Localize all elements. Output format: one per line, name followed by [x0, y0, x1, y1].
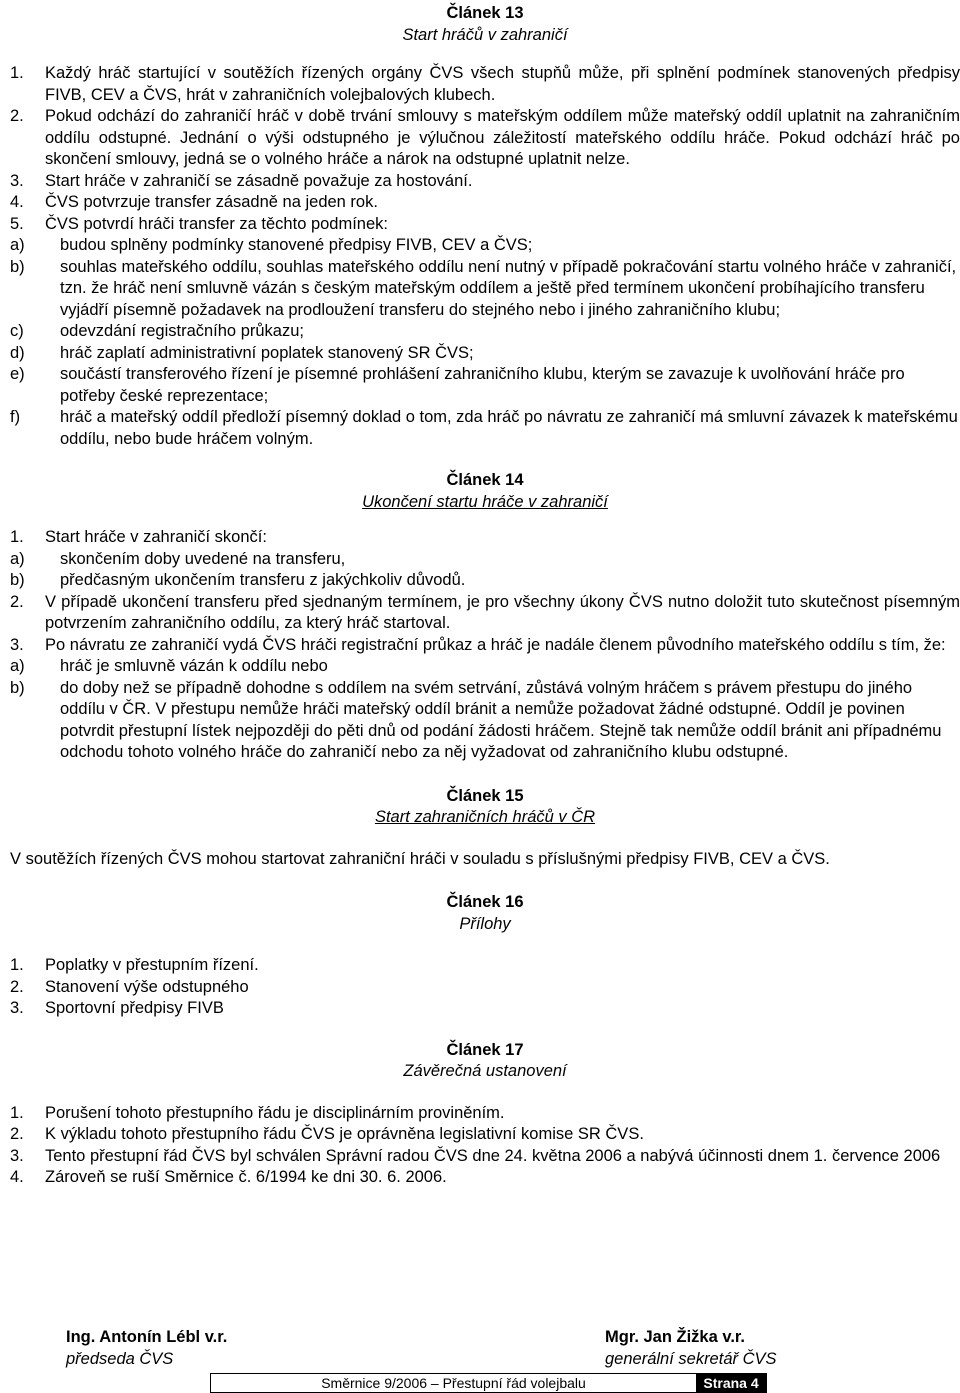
list-item: 1. Porušení tohoto přestupního řádu je disciplinárním proviněním.: [10, 1103, 505, 1122]
list-item: 3. Po návratu ze zahraničí vydá ČVS hráči registrační průkaz a hráč je nadále členem původního mateřského oddílu s tím, že: a) hráč je smluvně vázán k oddílu nebo b) do doby než se případně dohodne s oddílem na svém setrvání, zůstává volným hráčem s právem přestupu do jiného oddílu v ČR. V přestupu nemůže hráči mateřský oddíl bránit a nemůže požadovat žádné odstupné. Oddíl je povinen potvrdit přestupní lístek nejpozději do pěti dnů od podání žádosti hráčem. Stejně tak nemůže oddíl bránit ani případnému odchodu tohoto volného hráče do zahraničí nebo za něj vyžadovat od zahraničního klubu odstupné.: [10, 635, 960, 764]
article-16-heading: [10, 892, 960, 935]
article-number: Článek 13: [446, 4, 524, 22]
sub-item: b) předčasným ukončením transferu z jakýchkoliv důvodů.: [10, 571, 466, 589]
document-page: [10, 0, 960, 1189]
list-item: 3. Tento přestupní řád ČVS byl schválen Správní radou ČVS dne 24. května 2006 a nabývá účinnosti dnem 1. července 2006: [10, 1146, 941, 1165]
article-15-text: V soutěžích řízených ČVS mohou startovat zahraniční hráči v souladu s příslušnými předpisy FIVB, CEV a ČVS.: [10, 849, 830, 868]
list-item: 4. Zároveň se ruší Směrnice č. 6/1994 ke dni 30. 6. 2006.: [10, 1168, 447, 1186]
article-number: Článek 14: [446, 471, 524, 489]
footer-page-number: Strana 4: [696, 1374, 766, 1392]
article-number: Článek 16: [446, 893, 524, 911]
sub-item: c) odevzdání registračního průkazu;: [10, 322, 304, 340]
sub-item: f) hráč a mateřský oddíl předloží písemný doklad o tom, zda hráč po návratu ze zahraničí má smluvní závazek k mateřskému oddílu, nebo bude hráčem volným.: [10, 408, 958, 448]
article-13-list: [10, 63, 960, 450]
article-17-heading: [10, 1040, 960, 1083]
list-item: 1. Každý hráč startující v soutěžích řízených orgány ČVS všech stupňů může, při splnění podmínek stanovených předpisy FIVB, CEV a ČVS, hrát v zahraničních volejbalových klubech.: [10, 64, 960, 104]
signatory-name: Mgr. Jan Žižka v.r.: [605, 1328, 746, 1346]
signatory-role: předseda ČVS: [66, 1349, 174, 1368]
list-item: 2. Stanovení výše odstupného: [10, 977, 249, 996]
list-item: 2. K výkladu tohoto přestupního řádu ČVS je oprávněna legislativní komise SR ČVS.: [10, 1125, 644, 1143]
article-16-list: [10, 955, 960, 1020]
article-title: Start zahraničních hráčů v ČR: [374, 808, 596, 826]
return-list: [10, 656, 960, 764]
article-14-list: [10, 527, 960, 764]
list-item: 3. Start hráče v zahraničí se zásadně považuje za hostování.: [10, 171, 473, 190]
list-item: 1. Poplatky v přestupním řízení.: [10, 956, 259, 974]
article-14-heading: [10, 470, 960, 513]
signature-right: [605, 1327, 777, 1370]
page-footer: [210, 1373, 767, 1393]
sub-item: d) hráč zaplatí administrativní poplatek stanovený SR ČVS;: [10, 343, 474, 362]
signature-left: [66, 1327, 227, 1370]
article-title: Závěrečná ustanovení: [403, 1062, 567, 1080]
sub-item: e) součástí transferového řízení je písemné prohlášení zahraničního klubu, kterým se zavazuje k uvolňování hráče pro potřeby české reprezentace;: [10, 365, 905, 405]
article-title: Ukončení startu hráče v zahraničí: [362, 492, 608, 511]
article-number: Článek 17: [446, 1040, 524, 1059]
sub-item: a) hráč je smluvně vázán k oddílu nebo: [10, 657, 328, 675]
article-15-heading: [10, 786, 960, 829]
article-title: Přílohy: [459, 914, 511, 933]
signatory-name: Ing. Antonín Lébl v.r.: [66, 1328, 228, 1346]
list-item: 2. Pokud odchází do zahraničí hráč v době trvání smlouvy s mateřským oddílem může mateřský oddíl uplatnit na zahraničním oddílu odstupné. Jednání o výši odstupného je výlučnou záležitostí mateřského oddílu hráče. Pokud odchází hráč po skončení smlouvy, jedná se o volného hráče a nárok na odstupné uplatnit nelze.: [10, 107, 960, 168]
list-item: 1. Start hráče v zahraničí skončí: a) skončením doby uvedené na transferu, b) předčasným ukončením transferu z jakýchkoliv důvodů.: [10, 527, 960, 592]
conditions-list: [10, 235, 960, 450]
article-13-heading: [10, 3, 960, 46]
signatory-role: generální sekretář ČVS: [605, 1349, 777, 1368]
sub-item: a) budou splněny podmínky stanovené předpisy FIVB, CEV a ČVS;: [10, 236, 533, 254]
sub-item: a) skončením doby uvedené na transferu,: [10, 549, 346, 568]
list-item: 4. ČVS potvrzuje transfer zásadně na jeden rok.: [10, 193, 378, 211]
sub-item: b) souhlas mateřského oddílu, souhlas mateřského oddílu není nutný v případě pokračování startu volného hráče v zahraničí, tzn. že hráč není smluvně vázán s českým mateřským oddílem a ještě před termínem ukončení probíhajícího transferu vyjádří písemně požadavek na prodloužení transferu do stejného nebo i jiného zahraničního klubu;: [10, 257, 957, 319]
list-item: 2. V případě ukončení transferu před sjednaným termínem, je pro všechny úkony ČVS nutno doložit tuto skutečnost písemným potvrzením zahraničního oddílu, za který hráč startoval.: [10, 592, 960, 632]
article-17-list: [10, 1103, 960, 1189]
sub-item: b) do doby než se případně dohodne s oddílem na svém setrvání, zůstává volným hráčem s právem přestupu do jiného oddílu v ČR. V přestupu nemůže hráči mateřský oddíl bránit a nemůže požadovat žádné odstupné. Oddíl je povinen potvrdit přestupní lístek nejpozději do pěti dnů od podání žádosti hráčem. Stejně tak nemůže oddíl bránit ani případnému odchodu tohoto volného hráče do zahraničí nebo za něj vyžadovat od zahraničního klubu odstupné.: [10, 678, 942, 761]
article-title: Start hráčů v zahraničí: [402, 25, 568, 44]
footer-document-title: Směrnice 9/2006 – Přestupní řád volejbalu: [321, 1375, 586, 1391]
article-number: Článek 15: [446, 786, 524, 805]
termination-list: [10, 549, 960, 592]
list-item: 3. Sportovní předpisy FIVB: [10, 999, 224, 1017]
list-item: 5. ČVS potvrdí hráči transfer za těchto podmínek: a) budou splněny podmínky stanovené předpisy FIVB, CEV a ČVS; b) souhlas mateřského oddílu, souhlas mateřského oddílu není nutný v případě pokračování startu volného hráče v zahraničí, tzn. že hráč není smluvně vázán s českým mateřským oddílem a ještě před termínem ukončení probíhajícího transferu vyjádří písemně požadavek na prodloužení transferu do stejného nebo i jiného zahraničního klubu; c) odevzdání registračního průkazu; d) hráč zaplatí administrativní poplatek stanovený SR ČVS; e) součástí transferového řízení je písemné prohlášení zahraničního klubu, kterým se zavazuje k uvolňování hráče pro potřeby české reprezentace; f) hráč a mateřský oddíl předloží písemný doklad o tom, zda hráč po návratu ze zahraničí má smluvní závazek k mateřskému oddílu, nebo bude hráčem volným.: [10, 214, 960, 451]
